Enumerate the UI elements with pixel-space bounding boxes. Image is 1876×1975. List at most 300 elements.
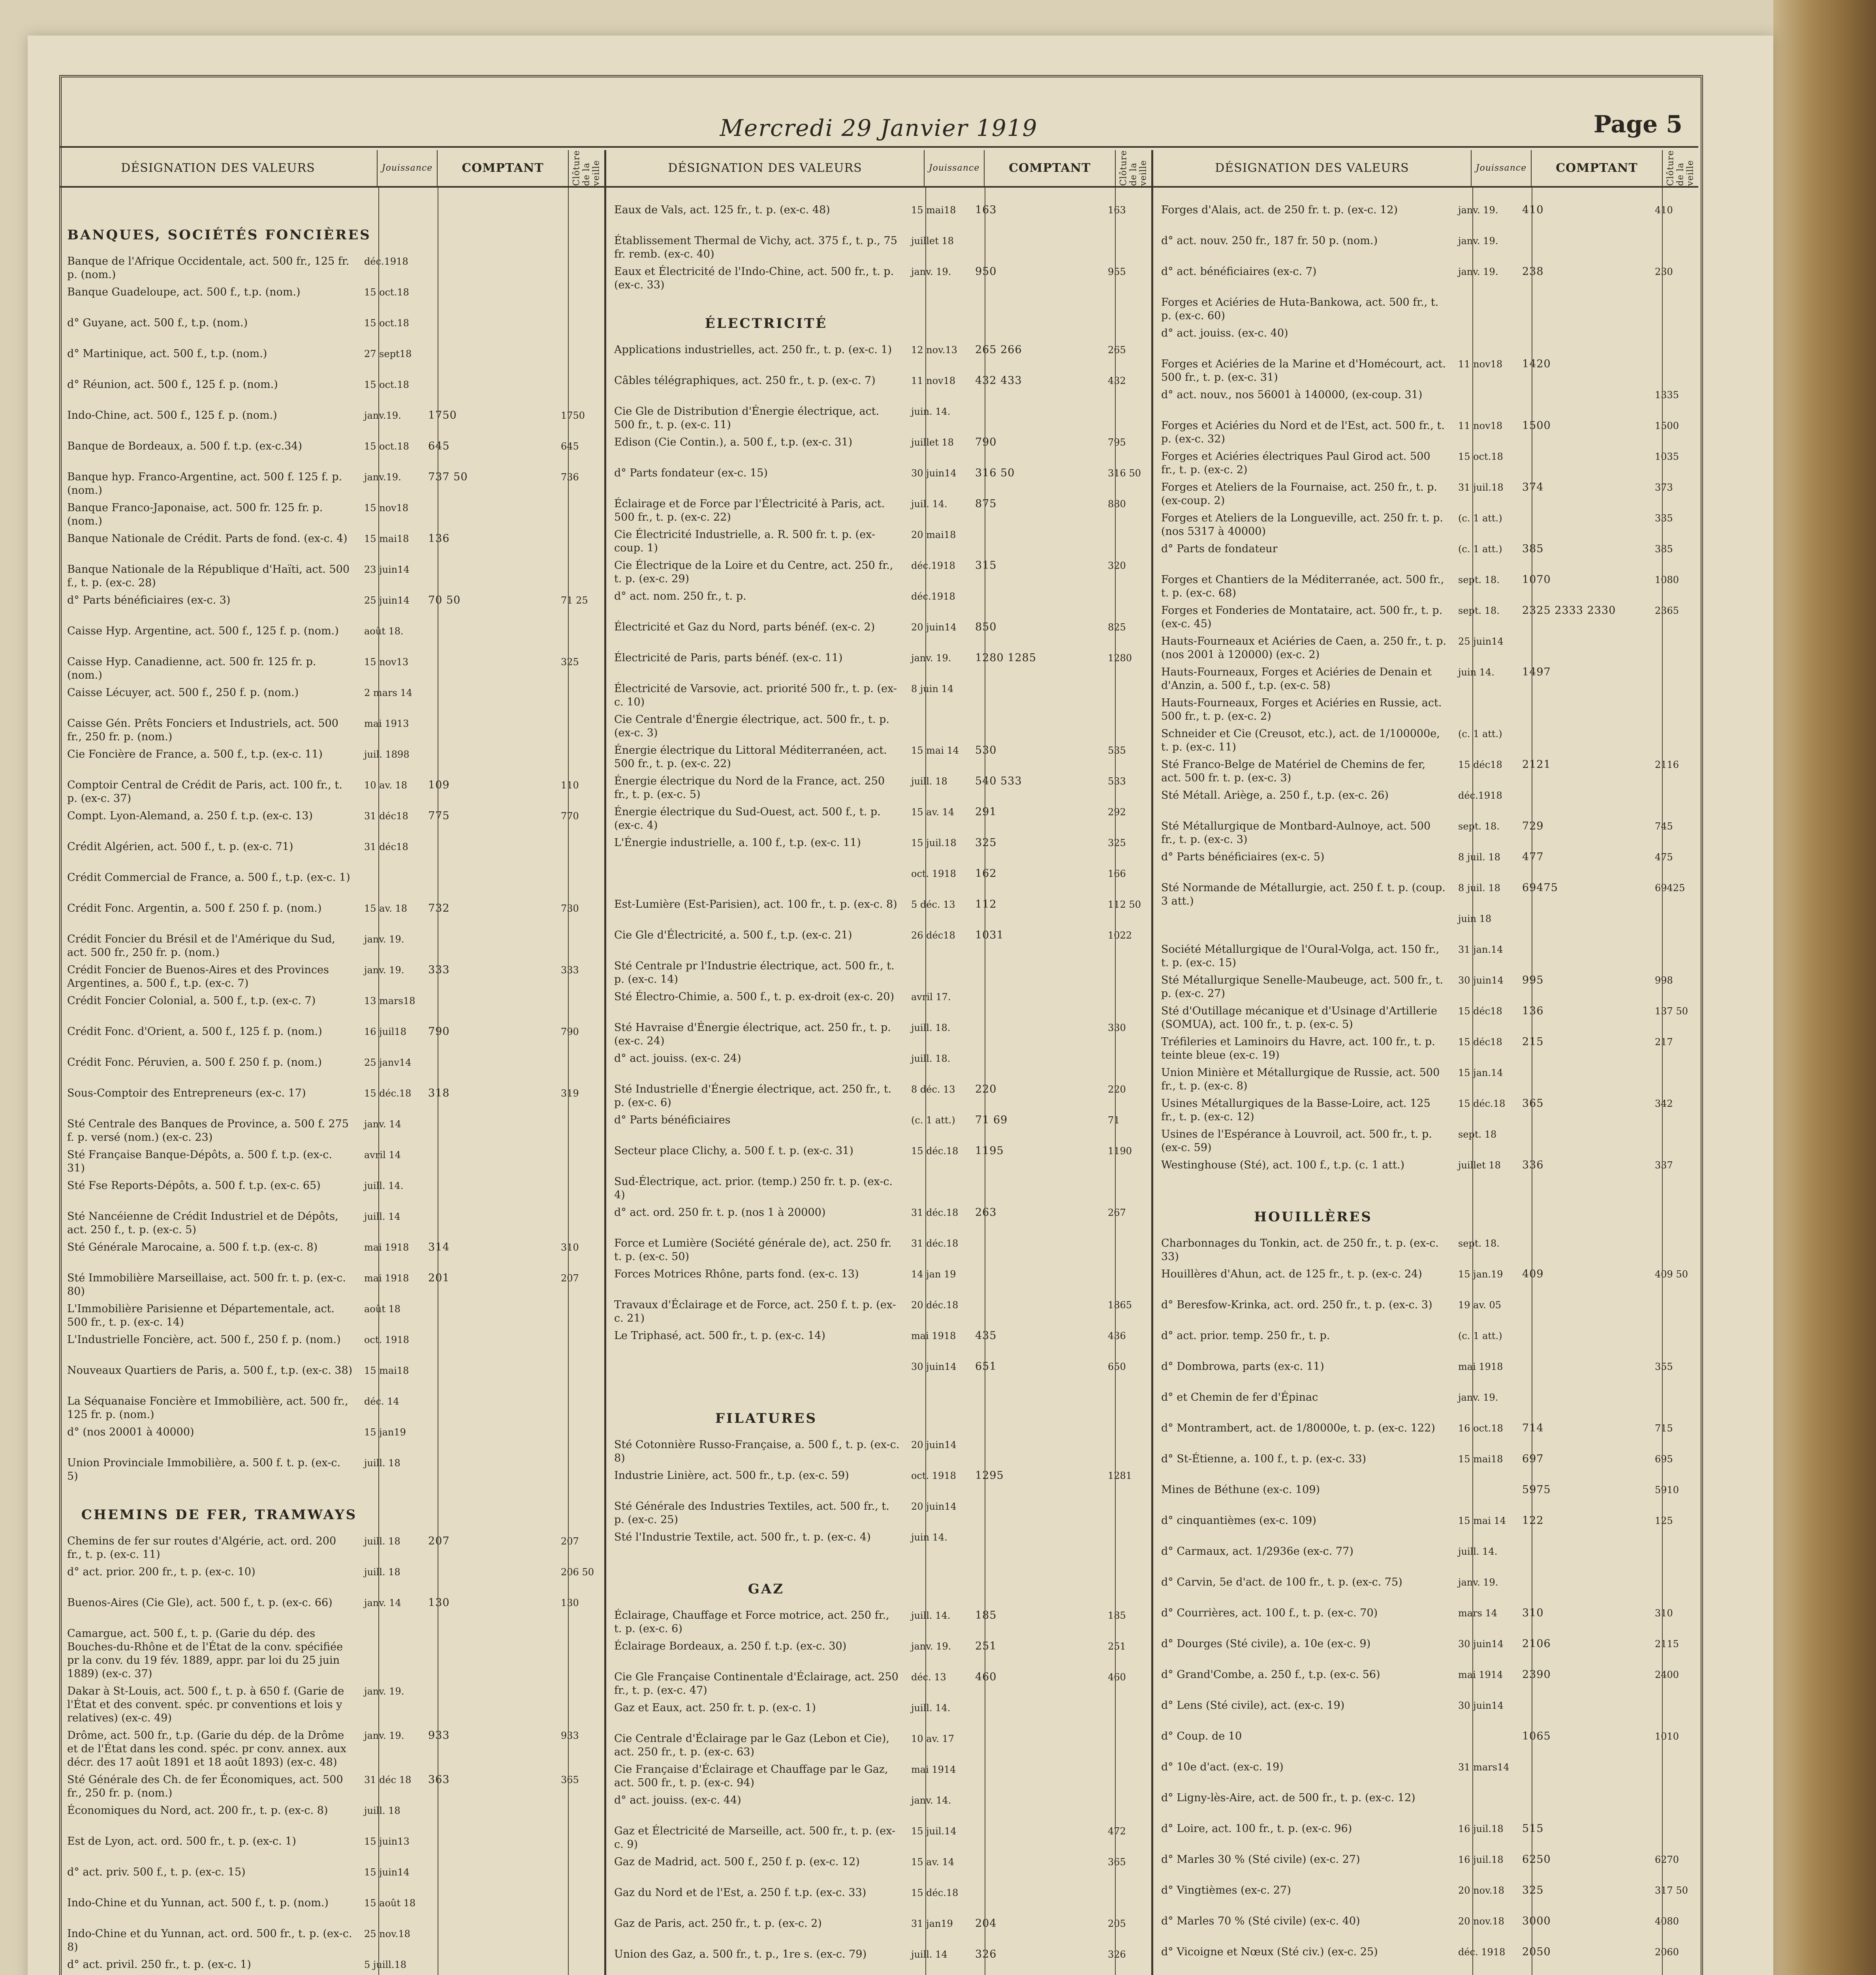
cloture-price: 166	[1108, 868, 1126, 879]
security-name: d° Montrambert, act. de 1/80000e, t. p. (ex-c. 122)	[1161, 1422, 1435, 1434]
jouissance-date: 31 déc.18	[911, 1207, 959, 1218]
security-name: Crédit Algérien, act. 500 f., t. p. (ex-c. 71)	[67, 840, 293, 853]
security-name: Buenos-Aires (Cie Gle), act. 500 f., t. p. (ex-c. 66)	[67, 1596, 333, 1609]
listing-row	[67, 255, 596, 282]
listing-row	[1161, 357, 1690, 384]
comptant-price: 651	[975, 1360, 997, 1373]
jouissance-date: déc. 13	[911, 1671, 946, 1683]
security-name: d° Parts bénéficiaires (ex-c. 5)	[1161, 850, 1325, 863]
security-name: Union des Gaz, a. 500 fr., t. p., 1re s. (ex-c. 79)	[614, 1948, 867, 1960]
listing-row	[614, 590, 1143, 617]
jouissance-date: 15 juin14	[364, 1866, 410, 1878]
security-name: d° 10e d'act. (ex-c. 19)	[1161, 1761, 1284, 1773]
security-name: Caisse Lécuyer, act. 500 f., 250 f. p. (nom.)	[67, 686, 299, 699]
security-name: Cie Électrique de la Loire et du Centre, act. 250 fr., t. p. (ex-c. 29)	[614, 559, 893, 585]
cloture-price: 333	[561, 964, 579, 976]
cloture-price: 533	[1108, 775, 1126, 787]
listing-row	[67, 1395, 596, 1422]
listing-row	[614, 1794, 1143, 1821]
listing-row	[614, 374, 1143, 401]
listing-row	[1161, 512, 1690, 538]
listing-row	[67, 717, 596, 744]
security-name: Établissement Thermal de Vichy, act. 375 f., t. p., 75 fr. remb. (ex-c. 40)	[614, 234, 897, 260]
cloture-price: 326	[1108, 1949, 1126, 1960]
jouissance-date: juill. 18.	[911, 1022, 951, 1033]
jouissance-date: (c. 1 att.)	[1458, 1330, 1502, 1341]
comptant-price: 1065	[1522, 1730, 1551, 1742]
listing-row	[67, 655, 596, 682]
comptant-price: 435	[975, 1329, 997, 1342]
listing-row	[614, 1886, 1143, 1913]
jouissance-date: 31 juil.18	[1458, 482, 1504, 493]
jouissance-date: 11 nov18	[1458, 358, 1503, 370]
jouissance-date: 11 nov18	[1458, 420, 1503, 431]
jouissance-date: 31 jan19	[911, 1918, 953, 1929]
cloture-price: 373	[1655, 482, 1673, 493]
cloture-price: 137 50	[1655, 1005, 1688, 1017]
security-name: Forges et Aciéries de la Marine et d'Homécourt, act. 500 fr., t. p. (ex-c. 31)	[1161, 357, 1446, 384]
jouissance-date: 15 déc.18	[911, 1887, 959, 1898]
jouissance-date: 15 av. 18	[364, 903, 407, 914]
listing-row	[614, 1917, 1143, 1944]
security-name: Forges d'Alais, act. de 250 fr. t. p. (ex-c. 12)	[1161, 203, 1398, 216]
security-name: Cie Centrale d'Énergie électrique, act. 500 fr., t. p. (ex-c. 3)	[614, 713, 889, 739]
jouissance-date: 30 juin14	[911, 1361, 957, 1372]
comptant-price: 310	[1522, 1606, 1544, 1619]
comptant-price: 365	[1522, 1097, 1544, 1110]
listing-row	[1161, 912, 1690, 939]
security-name: d° et Chemin de fer d'Épinac	[1161, 1391, 1318, 1403]
security-name: Hauts-Fourneaux, Forges et Aciéries de Denain et d'Anzin, a. 500 f., t.p. (ex-c. 58)	[1161, 666, 1432, 692]
jouissance-date: 31 déc18	[364, 810, 408, 822]
security-name: Gaz et Eaux, act. 250 fr. t. p. (ex-c. 1)	[614, 1701, 816, 1714]
comptant-price: 714	[1522, 1422, 1544, 1434]
cloture-price: 1080	[1655, 574, 1679, 585]
jouissance-date: 15 déc18	[1458, 759, 1502, 770]
comptant-price: 933	[428, 1729, 450, 1742]
jouissance-date: 13 mars18	[364, 995, 415, 1006]
jouissance-date: déc. 14	[364, 1396, 399, 1407]
comptant-price: 238	[1522, 265, 1544, 278]
listing-row	[67, 1117, 596, 1144]
comptant-price: 530	[975, 744, 997, 756]
security-name: d° Ligny-lès-Aire, act. de 500 fr., t. p. (ex-c. 12)	[1161, 1791, 1415, 1804]
jouissance-date: janv. 14.	[911, 1794, 951, 1806]
security-name: Forges et Fonderies de Montataire, act. 500 fr., t. p. (ex-c. 45)	[1161, 604, 1443, 630]
security-name: d° Vicoigne et Nœux (Sté civ.) (ex-c. 25)	[1161, 1945, 1378, 1958]
listing-row	[614, 1175, 1143, 1202]
jouissance-date: 11 nov18	[911, 375, 956, 386]
listing-row	[67, 440, 596, 466]
listing-row	[614, 528, 1143, 555]
listing-row	[67, 1627, 596, 1681]
security-name: Usines Métallurgiques de la Basse-Loire, act. 125 fr., t. p. (ex-c. 12)	[1161, 1097, 1430, 1123]
page-header	[59, 99, 1698, 148]
jouissance-date: 15 déc18	[1458, 1036, 1502, 1048]
security-name: Schneider et Cie (Creusot, etc.), act. de 1/100000e, t. p. (ex-c. 11)	[1161, 727, 1440, 753]
security-name: d° act. jouiss. (ex-c. 44)	[614, 1794, 741, 1806]
listing-row	[67, 1148, 596, 1175]
cloture-price: 130	[561, 1597, 579, 1608]
security-name: Cie Centrale d'Éclairage par le Gaz (Lebon et Cie), act. 250 fr., t. p. (ex-c. 63)	[614, 1732, 889, 1758]
listing-row	[67, 1866, 596, 1892]
jouissance-date: 15 oct.18	[364, 379, 409, 390]
comptant-price: 336	[1522, 1159, 1544, 1171]
security-name: d° Loire, act. 100 fr., t. p. (ex-c. 96)	[1161, 1822, 1352, 1835]
listing-row	[67, 748, 596, 775]
security-name: Secteur place Clichy, a. 500 f. t. p. (ex-c. 31)	[614, 1144, 853, 1157]
listing-row	[67, 779, 596, 805]
security-name: d° Vingtièmes (ex-c. 27)	[1161, 1884, 1291, 1896]
security-name: Dakar à St-Louis, act. 500 f., t. p. à 650 f. (Garie de l'État et des convent. spéc. pr conventions et lois y relatives) (ex-c. 49)	[67, 1685, 344, 1724]
listing-row	[1161, 1035, 1690, 1062]
jouissance-date: 15 déc.18	[911, 1145, 959, 1157]
jouissance-date: sept. 18.	[1458, 574, 1500, 585]
cloture-header: Clôture de la veille	[1118, 150, 1149, 186]
column-body	[59, 188, 604, 1975]
security-name: Électricité de Varsovie, act. priorité 500 fr., t. p. (ex-c. 10)	[614, 682, 897, 708]
listing-row	[67, 902, 596, 929]
cloture-price: 2060	[1655, 1946, 1679, 1958]
listing-row	[1161, 1761, 1690, 1787]
listing-row	[1161, 820, 1690, 846]
cloture-price: 265	[1108, 344, 1126, 356]
cloture-price: 1022	[1108, 929, 1132, 941]
listing-row	[1161, 943, 1690, 970]
listing-row	[1161, 1915, 1690, 1941]
security-name: Économiques du Nord, act. 200 fr., t. p. (ex-c. 8)	[67, 1804, 328, 1817]
jouissance-date: 15 jan.19	[1458, 1268, 1503, 1280]
jouissance-date: juillet 18	[911, 235, 954, 246]
listing-row	[67, 594, 596, 621]
listing-row	[67, 624, 596, 651]
listing-row	[1161, 727, 1690, 754]
column-1	[59, 150, 606, 1975]
listing-row	[1161, 1945, 1690, 1972]
jouissance-date: 15 juil.18	[911, 837, 957, 848]
listing-row	[1161, 1066, 1690, 1093]
cloture-price: 355	[1655, 1361, 1673, 1372]
security-name: Sté Centrale des Banques de Province, a. 500 f. 275 f. p. versé (nom.) (ex-c. 23)	[67, 1117, 349, 1144]
security-name: Sté Métallurgique Senelle-Maubeuge, act. 500 fr., t. p. (ex-c. 27)	[1161, 974, 1444, 1000]
listing-row	[67, 378, 596, 405]
comptant-price: 363	[428, 1773, 450, 1786]
listing-row	[614, 265, 1143, 292]
listing-row	[614, 1144, 1143, 1171]
comptant-price: 185	[975, 1609, 997, 1621]
cloture-price: 736	[561, 471, 579, 483]
security-name: Banque hyp. Franco-Argentine, act. 500 f. 125 f. p. (nom.)	[67, 470, 342, 497]
comptant-price: 325	[1522, 1884, 1544, 1896]
jouissance-date: 10 av. 17	[911, 1733, 954, 1744]
comptant-price: 6250	[1522, 1853, 1551, 1866]
security-name: Forges et Ateliers de la Fournaise, act. 250 fr., t. p. (ex-coup. 2)	[1161, 481, 1437, 507]
jouissance-date: janv. 19.	[1458, 1576, 1498, 1588]
comptant-price: 1500	[1522, 419, 1551, 432]
jouissance-date: janv. 19.	[364, 1685, 404, 1697]
jouissance-date: déc.1918	[364, 256, 408, 267]
cloture-price: 409 50	[1655, 1268, 1688, 1280]
listing-row	[1161, 881, 1690, 908]
security-name: Westinghouse (Sté), act. 100 f., t.p. (c. 1 att.)	[1161, 1159, 1405, 1171]
listing-row	[614, 990, 1143, 1017]
security-name: Gaz du Nord et de l'Est, a. 250 f. t.p. (ex-c. 33)	[614, 1886, 867, 1899]
jouissance-date: 12 nov.13	[911, 344, 957, 356]
column-header	[59, 150, 604, 188]
jouissance-date: sept. 18	[1458, 1129, 1497, 1140]
comptant-price: 737 50	[428, 470, 468, 483]
listing-row	[67, 1364, 596, 1391]
jouissance-date: (c. 1 att.)	[1458, 512, 1502, 524]
security-name: Électricité et Gaz du Nord, parts bénéf. (ex-c. 2)	[614, 621, 875, 633]
comptant-price: 645	[428, 440, 450, 452]
jouissance-date: 15 déc.18	[1458, 1098, 1506, 1109]
security-name: Société Métallurgique de l'Oural-Volga, act. 150 fr., t. p. (ex-c. 15)	[1161, 943, 1440, 969]
comptant-price: 333	[428, 963, 450, 976]
security-name: Sté Normande de Métallurgie, act. 250 f. t. p. (coup. 3 att.)	[1161, 881, 1446, 907]
listing-row	[614, 234, 1143, 261]
cloture-price: 217	[1655, 1036, 1673, 1048]
cloture-price: 998	[1655, 974, 1673, 986]
security-name: Crédit Foncier Colonial, a. 500 f., t.p. (ex-c. 7)	[67, 994, 316, 1007]
jouissance-date: 30 juin14	[1458, 974, 1504, 986]
security-name: d° Marles 30 % (Sté civile) (ex-c. 27)	[1161, 1853, 1360, 1866]
security-name: d° act. nouv., nos 56001 à 140000, (ex-coup. 31)	[1161, 388, 1423, 401]
comptant-price: 201	[428, 1272, 450, 1284]
jouissance-date: avril 17.	[911, 991, 951, 1003]
jouissance-date: janv.19.	[364, 410, 401, 421]
cloture-price: 251	[1108, 1640, 1126, 1652]
listing-row	[614, 559, 1143, 586]
listing-row	[1161, 1853, 1690, 1880]
security-name: d° Carvin, 5e d'act. de 100 fr., t. p. (ex-c. 75)	[1161, 1576, 1402, 1588]
jouissance-date: août 18.	[364, 625, 404, 637]
security-name: Sté Électro-Chimie, a. 500 f., t. p. ex-droit (ex-c. 20)	[614, 990, 895, 1003]
listing-row	[1161, 327, 1690, 354]
jouissance-date: 23 juin14	[364, 564, 410, 575]
comptant-price: 325	[975, 836, 997, 849]
listing-row	[1161, 1668, 1690, 1695]
jouissance-date: janv. 14	[364, 1597, 401, 1608]
security-name: Cie Électricité Industrielle, a. R. 500 fr. t. p. (ex-coup. 1)	[614, 528, 876, 554]
security-name: d° act. priv. 500 f., t. p. (ex-c. 15)	[67, 1866, 246, 1878]
listing-row	[614, 497, 1143, 524]
jouissance-date: juill. 14.	[911, 1610, 951, 1621]
listing-row	[67, 840, 596, 867]
jouissance-date: mai 1918	[364, 1241, 409, 1253]
listing-row	[614, 1298, 1143, 1325]
listing-row	[614, 1670, 1143, 1697]
listing-row	[67, 1272, 596, 1298]
listing-row	[67, 286, 596, 312]
security-name: Forges et Aciéries de Huta-Bankowa, act. 500 fr., t. p. (ex-c. 60)	[1161, 296, 1439, 322]
jouissance-date: mai 1913	[364, 718, 409, 729]
cloture-price: 71 25	[561, 594, 588, 606]
cloture-price: 1750	[561, 410, 585, 421]
security-name: Drôme, act. 500 fr., t.p. (Garie du dép. de la Drôme et de l'État dans les cond. spéc. pr conv. annex. aux décr. des 17 août 1891 et 18 août 1893) (ex-c. 48)	[67, 1729, 346, 1768]
comptant-price: 265 266	[975, 343, 1022, 356]
jouissance-date: juill. 14.	[364, 1180, 404, 1191]
security-name: L'Industrielle Foncière, act. 500 f., 250 f. p. (nom.)	[67, 1333, 341, 1346]
listing-row	[1161, 419, 1690, 446]
security-name: Banque Franco-Japonaise, act. 500 fr. 125 fr. p. (nom.)	[67, 501, 323, 527]
listing-row	[67, 1302, 596, 1329]
cloture-price: 475	[1655, 851, 1673, 863]
listing-row	[67, 1835, 596, 1862]
cloture-price: 220	[1108, 1083, 1126, 1095]
security-name: Crédit Foncier du Brésil et de l'Amérique du Sud, act. 500 fr., 250 fr. p. (nom.)	[67, 933, 335, 959]
listing-row	[1161, 1004, 1690, 1031]
column-2	[606, 150, 1153, 1975]
listing-row	[67, 1896, 596, 1923]
jouissance-date: juill. 14.	[911, 1702, 951, 1714]
listing-row	[614, 682, 1143, 709]
security-name: La Séquanaise Foncière et Immobilière, act. 500 fr., 125 fr. p. (nom.)	[67, 1395, 348, 1421]
jouissance-date: 16 juil18	[364, 1026, 406, 1037]
listing-row	[1161, 234, 1690, 261]
jouissance-date: 25 juin14	[364, 594, 410, 606]
security-name: Compt. Lyon-Alemand, a. 250 f. t.p. (ex-c. 13)	[67, 809, 313, 822]
cloture-price: 6270	[1655, 1854, 1679, 1865]
listing-row	[67, 1773, 596, 1800]
security-name: Sté Havraise d'Énergie électrique, act. 250 fr., t. p. (ex-c. 24)	[614, 1021, 891, 1047]
listing-row	[614, 1500, 1143, 1527]
cloture-header: Clôture de la veille	[1665, 150, 1696, 186]
listing-row	[1161, 450, 1690, 477]
listing-row	[1161, 203, 1690, 230]
comptant-price: 109	[428, 779, 450, 791]
jouissance-date: oct. 1918	[911, 868, 956, 879]
jouissance-date: 20 nov.18	[1458, 1915, 1504, 1927]
jouissance-date: (c. 1 att.)	[1458, 728, 1502, 739]
comptant-price: 162	[975, 867, 997, 880]
listing-row	[1161, 296, 1690, 323]
jouissance-date: oct. 1918	[911, 1470, 956, 1481]
jouissance-date: 8 juil. 18	[1458, 851, 1500, 863]
book-binding	[1773, 0, 1876, 1975]
security-name: d° Carmaux, act. 1/2936e (ex-c. 77)	[1161, 1545, 1353, 1557]
listing-row	[614, 1268, 1143, 1294]
cloture-price: 112 50	[1108, 899, 1141, 910]
comptant-price: 1420	[1522, 357, 1551, 370]
jouissance-date: 15 av. 14	[911, 806, 954, 818]
security-name: d° Guyane, act. 500 f., t.p. (nom.)	[67, 316, 248, 329]
security-name: Sté Centrale pr l'Industrie électrique, act. 500 fr., t. p. (ex-c. 14)	[614, 959, 895, 986]
jouissance-date: juill. 18	[911, 775, 947, 787]
comptant-price: 432 433	[975, 374, 1022, 387]
cloture-price: 207	[561, 1535, 579, 1547]
security-name: Charbonnages du Tonkin, act. de 250 fr., t. p. (ex-c. 33)	[1161, 1237, 1439, 1263]
security-name: Sté Métall. Ariège, a. 250 f., t.p. (ex-c. 26)	[1161, 789, 1389, 801]
listing-row	[1161, 1730, 1690, 1757]
jouissance-date: juill. 18	[364, 1457, 400, 1469]
listing-row	[614, 898, 1143, 925]
jouissance-date: 15 août 18	[364, 1897, 416, 1909]
jouissance-date: déc. 1918	[1458, 1946, 1506, 1958]
listing-row	[614, 744, 1143, 771]
jouissance-date: 15 nov13	[364, 656, 409, 668]
listing-row	[1161, 1699, 1690, 1726]
security-name: Forges et Chantiers de la Méditerranée, act. 500 fr., t. p. (ex-c. 68)	[1161, 573, 1444, 599]
security-name: d° Courrières, act. 100 f., t. p. (ex-c. 70)	[1161, 1606, 1378, 1619]
security-name: Force et Lumière (Société générale de), act. 250 fr. t. p. (ex-c. 50)	[614, 1237, 892, 1263]
comptant-price: 995	[1522, 974, 1544, 986]
listing-row	[1161, 1884, 1690, 1911]
cloture-price: 1865	[1108, 1299, 1132, 1311]
cloture-price: 2116	[1655, 759, 1679, 770]
security-name: Banque Nationale de Crédit. Parts de fond. (ex-c. 4)	[67, 532, 348, 545]
comptant-price: 374	[1522, 481, 1544, 493]
listing-row	[67, 1333, 596, 1360]
comptant-price: 71 69	[975, 1114, 1008, 1126]
security-name: d° Parts fondateur (ex-c. 15)	[614, 466, 768, 479]
jouissance-date: 15 av. 14	[911, 1856, 954, 1868]
listing-row	[1161, 1452, 1690, 1479]
comptant-price: 2050	[1522, 1945, 1551, 1958]
listing-row	[1161, 1391, 1690, 1418]
cloture-price: 207	[561, 1272, 579, 1284]
jouissance-date: juill. 18	[364, 1805, 400, 1816]
listing-row	[614, 713, 1143, 740]
listing-row	[1161, 1791, 1690, 1818]
listing-row	[1161, 1822, 1690, 1849]
jouissance-date: juill. 14	[911, 1949, 947, 1960]
security-name: Sté Générale des Industries Textiles, act. 500 fr., t. p. (ex-c. 25)	[614, 1500, 889, 1526]
jouissance-date: juill. 14	[364, 1211, 400, 1222]
jouissance-date: mai 1914	[911, 1764, 956, 1775]
security-name: d° cinquantièmes (ex-c. 109)	[1161, 1514, 1316, 1527]
listing-row	[614, 343, 1143, 370]
security-name: Crédit Foncier de Buenos-Aires et des Provinces Argentines, a. 500 f., t.p. (ex-c. 7)	[67, 963, 329, 989]
comptant-price: 1280 1285	[975, 651, 1037, 664]
comptant-price: 136	[1522, 1004, 1544, 1017]
cloture-price: 317 50	[1655, 1885, 1688, 1896]
column-3	[1153, 150, 1698, 1975]
security-name: Banque Guadeloupe, act. 500 f., t.p. (nom.)	[67, 286, 301, 298]
jouissance-date: 15 juil.14	[911, 1825, 957, 1837]
jouissance-date: (c. 1 att.)	[1458, 543, 1502, 555]
jouissance-date: août 18	[364, 1303, 401, 1315]
security-name: d° (nos 20001 à 40000)	[67, 1426, 194, 1438]
jouissance-date: juin 14.	[1458, 666, 1494, 678]
security-name: Cie Foncière de France, a. 500 f., t.p. (ex-c. 11)	[67, 748, 323, 760]
cloture-price: 1035	[1655, 451, 1679, 462]
cloture-price: 163	[1108, 204, 1126, 216]
jouissance-date: 15 jan19	[364, 1426, 406, 1438]
comptant-price: 2121	[1522, 758, 1551, 771]
security-name: d° act. ord. 250 fr. t. p. (nos 1 à 20000)	[614, 1206, 826, 1219]
listing-row	[1161, 1268, 1690, 1294]
cloture-price: 535	[1108, 745, 1126, 756]
comptant-price: 291	[975, 805, 997, 818]
comptant-price: 130	[428, 1596, 450, 1609]
listing-row	[67, 1596, 596, 1623]
cloture-price: 267	[1108, 1207, 1126, 1218]
comptant-price: 515	[1522, 1822, 1544, 1835]
listing-row	[614, 1763, 1143, 1790]
security-name: Gaz et Électricité de Marseille, act. 500 fr., t. p. (ex-c. 9)	[614, 1825, 896, 1851]
jouissance-date: mai 1918	[1458, 1361, 1503, 1372]
comptant-price: 69475	[1522, 881, 1558, 894]
jouissance-date: 8 juin 14	[911, 683, 954, 694]
security-name: Sté Nancéienne de Crédit Industriel et de Dépôts, act. 250 f., t. p. (ex-c. 5)	[67, 1210, 338, 1236]
listing-row	[67, 316, 596, 343]
cloture-price: 1500	[1655, 420, 1679, 431]
comptant-price: 163	[975, 203, 997, 216]
listing-row	[1161, 481, 1690, 508]
jouissance-date: 20 mai18	[911, 529, 956, 540]
security-name: Tréfileries et Laminoirs du Havre, act. 100 fr., t. p. teinte bleue (ex-c. 19)	[1161, 1035, 1435, 1061]
